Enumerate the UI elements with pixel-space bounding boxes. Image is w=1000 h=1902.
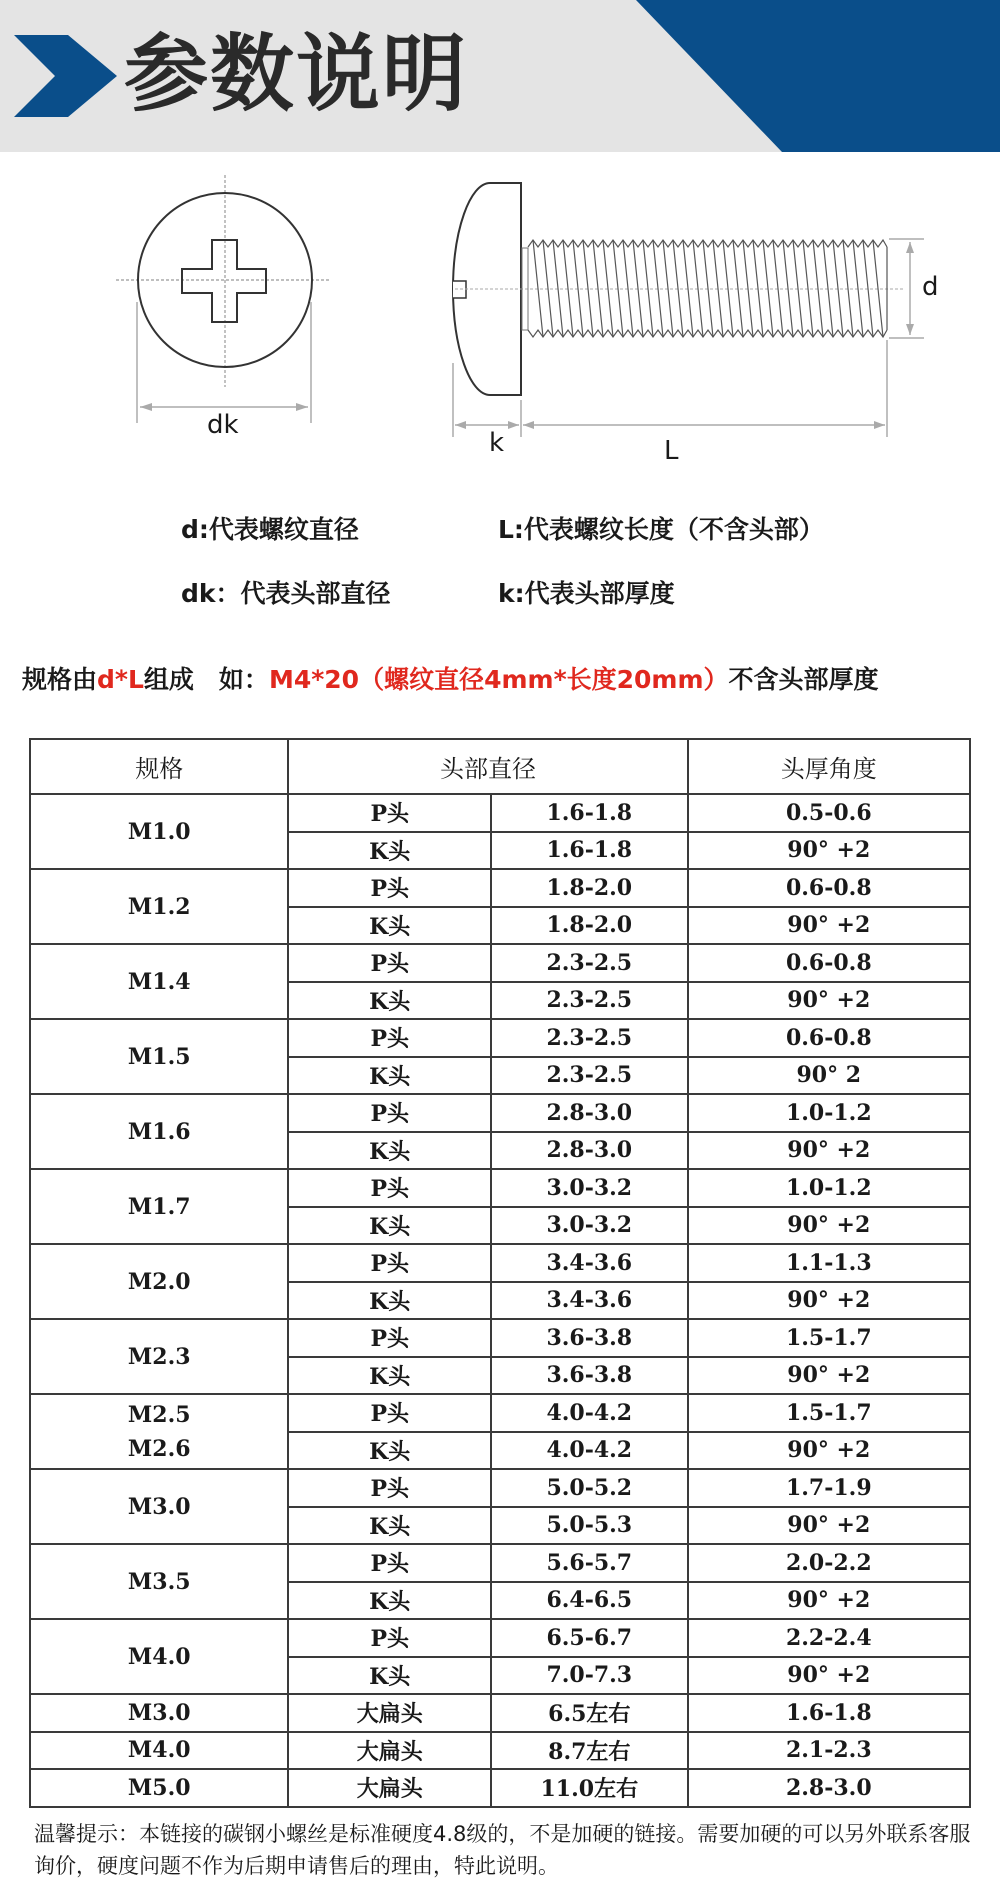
head-type-cell: 大扁头	[288, 1694, 491, 1732]
head-type-cell: P头	[288, 1319, 491, 1357]
k-dimension-label: k	[489, 428, 505, 458]
table-row	[30, 1244, 970, 1282]
size-cell	[30, 1544, 288, 1619]
size-label: M4.0	[127, 1643, 191, 1670]
thickness-cell: 90° +2	[688, 982, 970, 1020]
head-type-cell: P头	[288, 1244, 491, 1282]
table-row	[30, 1544, 970, 1582]
head-type-cell: 大扁头	[288, 1769, 491, 1807]
spec-example: M4*20（螺纹直径4mm*长度20mm）	[268, 665, 729, 694]
table-row	[30, 1319, 970, 1357]
head-type-cell: K头	[288, 982, 491, 1020]
header-head-diameter: 头部直径	[288, 739, 687, 794]
size-label: M5.0	[127, 1774, 191, 1801]
size-label: M3.5	[127, 1568, 191, 1595]
diameter-cell: 1.8-2.0	[491, 869, 688, 907]
size-cell	[30, 1319, 288, 1394]
diameter-cell: 5.6-5.7	[491, 1544, 688, 1582]
thickness-cell: 2.2-2.4	[688, 1619, 970, 1657]
head-type-cell: K头	[288, 832, 491, 870]
table-row	[30, 1169, 970, 1207]
legend-L: L:代表螺纹长度（不含头部）	[498, 515, 824, 544]
thickness-cell: 0.6-0.8	[688, 1019, 970, 1057]
head-type-cell: P头	[288, 944, 491, 982]
diameter-cell: 2.3-2.5	[491, 1057, 688, 1095]
head-type-cell: K头	[288, 1282, 491, 1320]
legend-k: k:代表头部厚度	[498, 579, 675, 608]
thickness-cell: 90° +2	[688, 1132, 970, 1170]
diameter-cell: 3.0-3.2	[491, 1207, 688, 1245]
thickness-cell: 0.6-0.8	[688, 944, 970, 982]
size-cell	[30, 1694, 288, 1732]
diameter-cell: 2.8-3.0	[491, 1132, 688, 1170]
size-label: M1.0	[127, 818, 191, 845]
diameter-cell: 1.8-2.0	[491, 907, 688, 945]
thickness-cell: 90° +2	[688, 1582, 970, 1620]
thickness-cell: 90° +2	[688, 1282, 970, 1320]
diameter-cell: 4.0-4.2	[491, 1432, 688, 1470]
table-body	[30, 794, 970, 1807]
spec-table	[29, 738, 971, 1808]
size-label: M1.6	[127, 1118, 191, 1145]
head-type-cell: P头	[288, 1619, 491, 1657]
legend-d: d:代表螺纹直径	[181, 515, 359, 544]
dk-dimension-label: dk	[207, 410, 239, 440]
thickness-cell: 1.5-1.7	[688, 1394, 970, 1432]
legend-dk: dk：代表头部直径	[181, 579, 391, 608]
size-label: M1.4	[127, 968, 191, 995]
table-row	[30, 1619, 970, 1657]
size-label: M1.7	[127, 1193, 191, 1220]
table-row	[30, 1469, 970, 1507]
head-type-cell: P头	[288, 794, 491, 832]
size-cell	[30, 1244, 288, 1319]
table-row	[30, 1694, 970, 1732]
thickness-cell: 90° +2	[688, 1657, 970, 1695]
table-row	[30, 1019, 970, 1057]
head-type-cell: K头	[288, 1132, 491, 1170]
spec-suffix: 不含头部厚度	[728, 665, 879, 694]
diameter-cell: 2.8-3.0	[491, 1094, 688, 1132]
size-cell	[30, 869, 288, 944]
head-type-cell: 大扁头	[288, 1732, 491, 1770]
thickness-cell: 2.1-2.3	[688, 1732, 970, 1770]
thickness-cell: 90° +2	[688, 1207, 970, 1245]
diameter-cell: 3.4-3.6	[491, 1244, 688, 1282]
thickness-cell: 2.8-3.0	[688, 1769, 970, 1807]
size-cell	[30, 1769, 288, 1807]
head-type-cell: P头	[288, 1169, 491, 1207]
head-type-cell: P头	[288, 1094, 491, 1132]
size-label: M1.5	[127, 1043, 191, 1070]
thickness-cell: 0.6-0.8	[688, 869, 970, 907]
thickness-cell: 1.5-1.7	[688, 1319, 970, 1357]
size-label: M2.3	[127, 1343, 191, 1370]
diameter-cell: 7.0-7.3	[491, 1657, 688, 1695]
L-dimension-label: L	[664, 436, 679, 466]
diameter-cell: 1.6-1.8	[491, 794, 688, 832]
head-type-cell: K头	[288, 1582, 491, 1620]
thickness-cell: 1.6-1.8	[688, 1694, 970, 1732]
table-row	[30, 1769, 970, 1807]
head-type-cell: K头	[288, 1207, 491, 1245]
table-row	[30, 1394, 970, 1432]
head-type-cell: K头	[288, 1057, 491, 1095]
size-label: M2.0	[127, 1268, 191, 1295]
diameter-cell: 5.0-5.2	[491, 1469, 688, 1507]
size-cell	[30, 794, 288, 869]
size-cell	[30, 1394, 288, 1469]
thickness-cell: 90° +2	[688, 1357, 970, 1395]
reminder-note: 温馨提示：本链接的碳钢小螺丝是标准硬度4.8级的，不是加硬的链接。需要加硬的可以另外联系客服询价，硬度问题不作为后期申请售后的理由，特此说明。	[34, 1822, 971, 1878]
thickness-cell: 90° +2	[688, 907, 970, 945]
diameter-cell: 3.6-3.8	[491, 1319, 688, 1357]
size-label-alt: M2.6	[127, 1435, 191, 1462]
screw-side-view	[453, 183, 924, 437]
size-label: M3.0	[127, 1699, 191, 1726]
spec-format-line	[22, 660, 879, 696]
size-label: M2.5	[127, 1401, 191, 1428]
head-type-cell: K头	[288, 907, 491, 945]
d-dimension-label: d	[922, 272, 939, 302]
thickness-cell: 1.7-1.9	[688, 1469, 970, 1507]
header-spec: 规格	[30, 739, 288, 794]
size-label: M3.0	[127, 1493, 191, 1520]
spec-prefix: 规格由	[22, 665, 98, 694]
head-type-cell: P头	[288, 1019, 491, 1057]
table-header-row	[30, 739, 970, 794]
size-label: M4.0	[127, 1737, 191, 1764]
diameter-cell: 1.6-1.8	[491, 832, 688, 870]
thickness-cell: 90° +2	[688, 1432, 970, 1470]
size-cell	[30, 1094, 288, 1169]
diameter-cell: 3.0-3.2	[491, 1169, 688, 1207]
diameter-cell: 4.0-4.2	[491, 1394, 688, 1432]
table-row	[30, 1732, 970, 1770]
table-row	[30, 944, 970, 982]
size-cell	[30, 1469, 288, 1544]
head-type-cell: K头	[288, 1432, 491, 1470]
table-row	[30, 1094, 970, 1132]
section-banner	[0, 0, 1000, 152]
chevron-right-icon	[14, 35, 117, 117]
head-type-cell: P头	[288, 869, 491, 907]
size-label: M1.2	[127, 893, 191, 920]
head-type-cell: K头	[288, 1657, 491, 1695]
diameter-cell: 6.5左右	[491, 1694, 688, 1732]
thickness-cell: 1.1-1.3	[688, 1244, 970, 1282]
head-type-cell: K头	[288, 1507, 491, 1545]
thickness-cell: 0.5-0.6	[688, 794, 970, 832]
diameter-cell: 3.6-3.8	[491, 1357, 688, 1395]
diameter-cell: 2.3-2.5	[491, 944, 688, 982]
diameter-cell: 8.7左右	[491, 1732, 688, 1770]
table-row	[30, 869, 970, 907]
diameter-cell: 2.3-2.5	[491, 1019, 688, 1057]
head-type-cell: P头	[288, 1394, 491, 1432]
diameter-cell: 3.4-3.6	[491, 1282, 688, 1320]
screw-head-top-view	[116, 175, 330, 423]
thickness-cell: 1.0-1.2	[688, 1169, 970, 1207]
banner-blue-shape	[636, 0, 1000, 152]
diameter-cell: 6.5-6.7	[491, 1619, 688, 1657]
thickness-cell: 90° +2	[688, 832, 970, 870]
spec-middle: 组成 如：	[143, 665, 269, 694]
head-type-cell: K头	[288, 1357, 491, 1395]
page-title: 参数说明	[124, 25, 469, 123]
head-type-cell: P头	[288, 1544, 491, 1582]
table-row	[30, 794, 970, 832]
size-cell	[30, 1732, 288, 1770]
thickness-cell: 90° +2	[688, 1507, 970, 1545]
spec-formula: d*L	[97, 665, 144, 694]
thickness-cell: 1.0-1.2	[688, 1094, 970, 1132]
thickness-cell: 90° 2	[688, 1057, 970, 1095]
header-head-thickness: 头厚角度	[688, 739, 970, 794]
diameter-cell: 11.0左右	[491, 1769, 688, 1807]
size-cell	[30, 944, 288, 1019]
size-cell	[30, 1169, 288, 1244]
thickness-cell: 2.0-2.2	[688, 1544, 970, 1582]
diameter-cell: 2.3-2.5	[491, 982, 688, 1020]
diameter-cell: 5.0-5.3	[491, 1507, 688, 1545]
screw-diagram	[0, 152, 1000, 492]
size-cell	[30, 1019, 288, 1094]
diameter-cell: 6.4-6.5	[491, 1582, 688, 1620]
head-type-cell: P头	[288, 1469, 491, 1507]
size-cell	[30, 1619, 288, 1694]
